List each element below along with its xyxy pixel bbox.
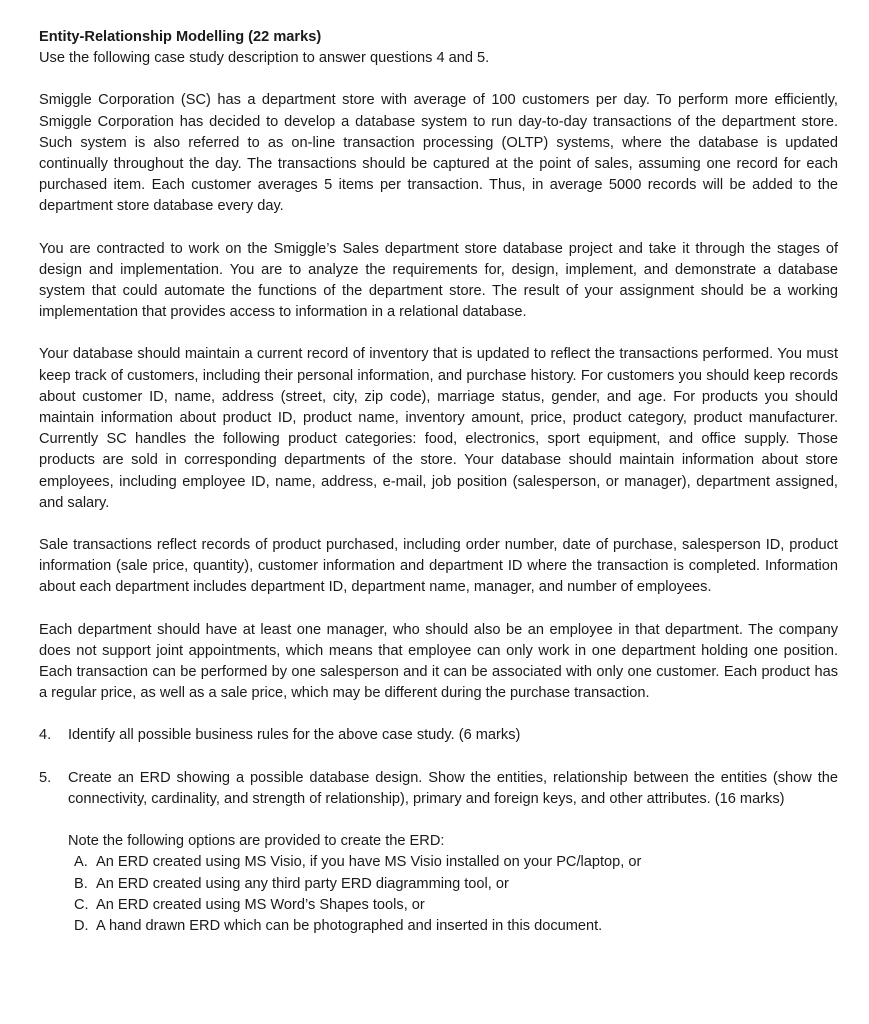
case-study-paragraph: Sale transactions reflect records of product purchased, including order number, date of purchase, salesperson ID, product information (sale price, quantity), customer information and department ID where the transaction is completed. Information about each department includes department ID, department name, manager, and number of employees. [39,537,838,596]
option-a [68,852,838,873]
document-page [39,27,838,937]
question-text: Identify all possible business rules for the above case study. (6 marks) [68,727,521,744]
option-d [68,916,838,937]
question-number: 5. [39,769,52,786]
note-intro: Note the following options are provided to create the ERD: [68,833,445,850]
option-text: An ERD created using any third party ERD diagramming tool, or [96,875,509,892]
erd-options-note [68,831,838,937]
option-text: A hand drawn ERD which can be photographed and inserted in this document. [96,917,603,934]
question-number: 4. [39,727,52,744]
question-5 [39,768,838,810]
option-c [68,895,838,916]
option-text: An ERD created using MS Word’s Shapes tools, or [96,896,425,913]
option-letter: B. [74,875,88,892]
option-text: An ERD created using MS Visio, if you have MS Visio installed on your PC/laptop, or [96,854,642,871]
option-letter: C. [74,896,89,913]
case-study-paragraph: You are contracted to work on the Smiggle’s Sales department store database project and take it through the stages of design and implementation. You are to analyze the requirements for, design, implement, and demonstrate a database system that could automate the functions of the department store. The result of your assignment should be a working implementation that provides access to information in a relational database. [39,240,838,321]
option-b [68,874,838,895]
section-intro: Use the following case study description to answer questions 4 and 5. [39,50,490,67]
case-study-paragraph: Smiggle Corporation (SC) has a department store with average of 100 customers per day. To perform more efficiently, Smiggle Corporation has decided to develop a database system to run day-to-day transactions of the department store. Such system is also referred to as on-line transaction processing (OLTP) systems, where the database is updated continually throughout the day. The transactions should be captured at the point of sales, assuming one record for each purchased item. Each customer averages 5 items per transaction. Thus, in average 5000 records will be added to the department store database every day. [39,92,838,215]
case-study-paragraph: Each department should have at least one manager, who should also be an employee in that department. The company does not support joint appointments, which means that employee can only work in one department holding one position. Each transaction can be performed by one salesperson and it can be associated with only one customer. Each product has a regular price, as well as a sale price, which may be different during the purchase transaction. [39,621,838,702]
option-letter: D. [74,917,89,934]
question-text: Create an ERD showing a possible database design. Show the entities, relationship between the entities (show the connectivity, cardinality, and strength of relationship), primary and foreign keys, and other attributes. (16 marks) [68,769,838,807]
section-title: Entity-Relationship Modelling (22 marks) [39,29,322,45]
question-4 [39,725,838,746]
option-letter: A. [74,854,88,871]
case-study-paragraph: Your database should maintain a current record of inventory that is updated to reflect the transactions performed. You must keep track of customers, including their personal information, and purchase history. For customers you should keep records about customer ID, name, address (street, city, zip code), marriage status, gender, and age. For products you should maintain information about product ID, product name, inventory amount, price, product category, product manufacturer. Currently SC handles the following product categories: food, electronics, sport equipment, and office supply. Those products are sold in corresponding departments of the store. Your database should maintain information about store employees, including employee ID, name, address, e-mail, job position (salesperson, or manager), department assigned, and salary. [39,346,838,511]
